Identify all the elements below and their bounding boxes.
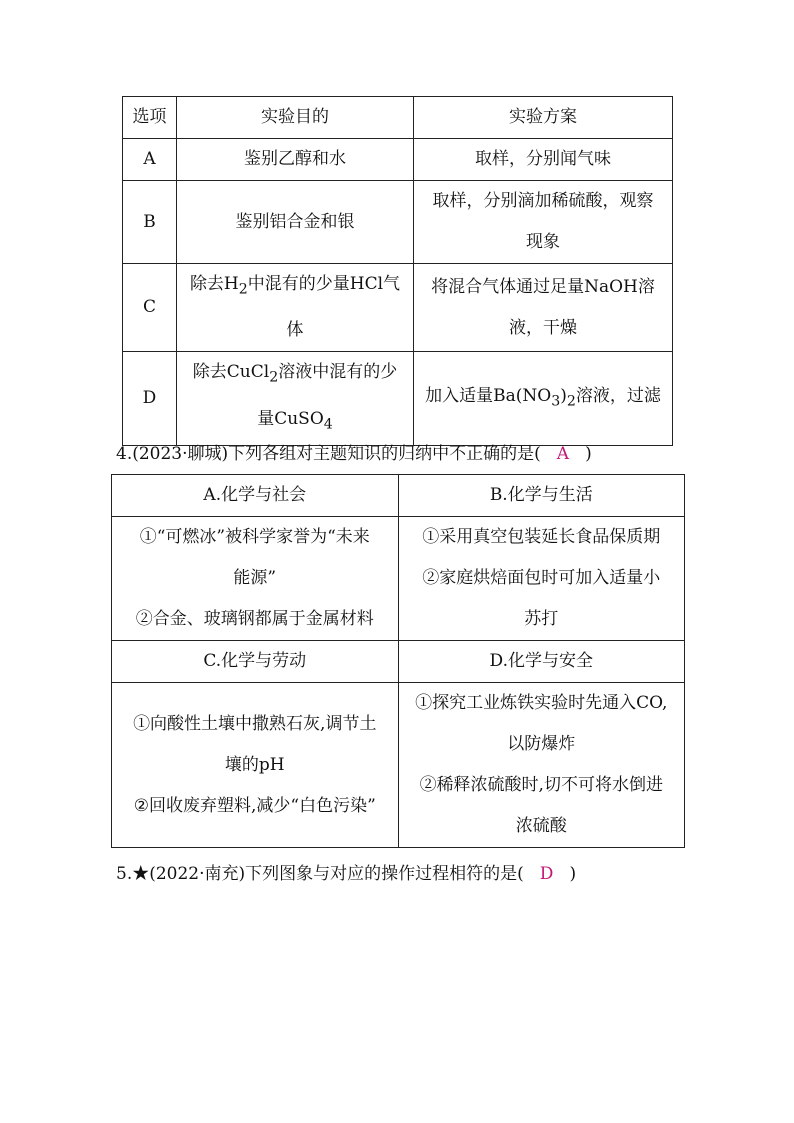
- plan-cell: 将混合气体通过足量NaOH溶 液，干燥: [414, 264, 673, 352]
- table-header-row: [123, 97, 673, 139]
- question-5: 5.★(2022·南充)下列图象与对应的操作过程相符的是( D ): [116, 864, 577, 884]
- goal-cell: 除去$H_2$中混有的少量HCl气 体: [177, 264, 414, 352]
- cell-b-title: B.化学与生活: [398, 475, 684, 517]
- question-4: 4.(2023·聊城)下列各组对主题知识的归纳中不正确的是( A ): [116, 444, 592, 464]
- table-row: [123, 139, 673, 181]
- table-row: [123, 352, 673, 446]
- cell-a-content: ①“可燃冰”被科学家誉为“未来 能源” ②合金、玻璃钢都属于金属材料: [112, 517, 399, 641]
- table-row: [112, 517, 685, 641]
- table-row: [123, 264, 673, 352]
- option-cell: D: [123, 352, 177, 446]
- cell-c-title: C.化学与劳动: [112, 641, 399, 683]
- cell-d-title: D.化学与安全: [398, 641, 684, 683]
- table-row: [123, 181, 673, 264]
- experiment-table: [122, 96, 673, 446]
- goal-cell: 鉴别铝合金和银: [177, 181, 414, 264]
- option-cell: A: [123, 139, 177, 181]
- table-row: [112, 641, 685, 683]
- table-row: [112, 475, 685, 517]
- option-cell: C: [123, 264, 177, 352]
- cell-a-title: A.化学与社会: [112, 475, 399, 517]
- knowledge-table: [111, 474, 685, 848]
- cell-c-content: ①向酸性土壤中撒熟石灰,调节土 壤的pH ②回收废弃塑料,减少“白色污染”: [112, 683, 399, 848]
- goal-cell: 除去CuCl$_2$溶液中混有的少 量CuSO$_4$: [177, 352, 414, 446]
- header-plan: 实验方案: [414, 97, 673, 139]
- goal-cell: 鉴别乙醇和水: [177, 139, 414, 181]
- plan-cell: 取样，分别闻气味: [414, 139, 673, 181]
- header-option: 选项: [123, 97, 177, 139]
- answer-5: D: [539, 864, 554, 884]
- header-goal: 实验目的: [177, 97, 414, 139]
- plan-cell: 加入适量$Ba(NO_3)_2$溶液，过滤: [414, 352, 673, 446]
- plan-cell: 取样，分别滴加稀硫酸，观察 现象: [414, 181, 673, 264]
- table-row: [112, 683, 685, 848]
- cell-b-content: ①采用真空包装延长食品保质期 ②家庭烘焙面包时可加入适量小 苏打: [398, 517, 684, 641]
- answer-4: A: [556, 444, 570, 464]
- cell-d-content: ①探究工业炼铁实验时先通入CO, 以防爆炸 ②稀释浓硫酸时,切不可将水倒进 浓硫酸: [398, 683, 684, 848]
- option-cell: B: [123, 181, 177, 264]
